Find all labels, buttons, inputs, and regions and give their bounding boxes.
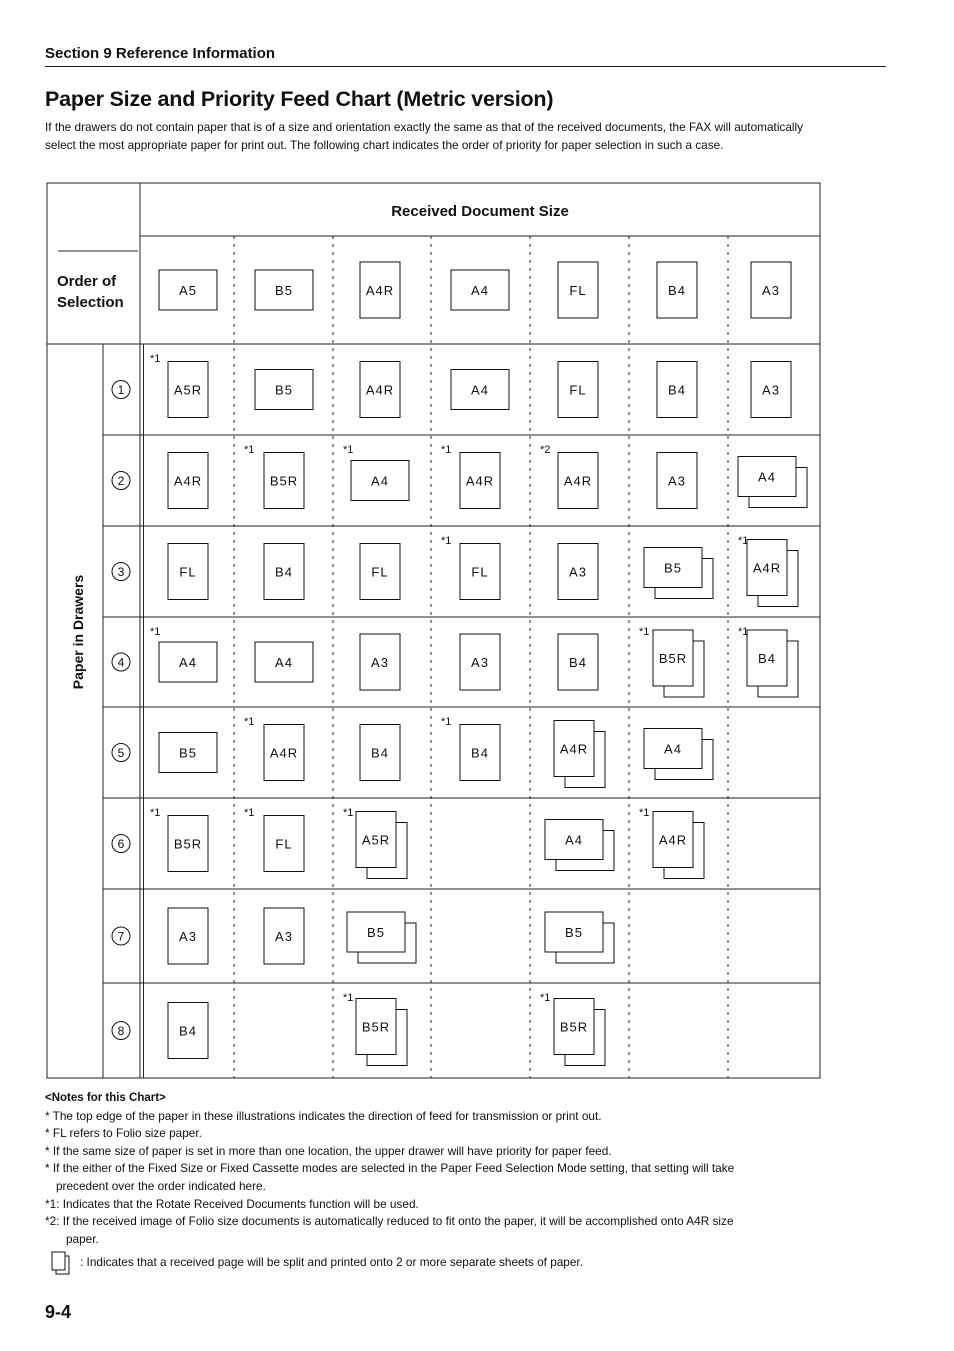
note-folio-reduce: *2: If the received image of Folio size documents is automatically reduced to fit onto the paper, it will be accomplished onto A4R size	[45, 1214, 734, 1229]
sheet-label: B5R	[559, 1019, 589, 1035]
chart-notes	[45, 1090, 845, 1248]
received-size-b4	[657, 262, 697, 318]
sheet-label: B4	[758, 651, 776, 666]
cell-footnote-marker: *1	[639, 807, 650, 819]
paper-cell	[558, 362, 598, 418]
sheet-label: A4R	[658, 832, 688, 848]
paper-cell	[264, 725, 304, 781]
notes-heading: <Notes for this Chart>	[45, 1092, 166, 1104]
sheet-label: A4	[758, 469, 776, 485]
sheet-label: A4R	[365, 382, 395, 398]
sheet-label: B4	[569, 655, 587, 670]
note-upper-drawer: * If the same size of paper is set in more than one location, the upper drawer will have priority for paper feed.	[45, 1143, 612, 1158]
sheet-label: A4	[471, 382, 489, 398]
note-feed-direction: * The top edge of the paper in these illustrations indicates the direction of feed for transmission or print out.	[45, 1108, 602, 1123]
cell-footnote-marker: *1	[441, 535, 452, 547]
paper-cell	[657, 362, 697, 418]
received-size-a4	[451, 270, 509, 310]
paper-cell	[644, 729, 713, 780]
sheet-label: A4	[179, 655, 197, 670]
paper-cell	[653, 630, 704, 697]
cell-footnote-marker: *1	[150, 626, 161, 638]
cell-footnote-marker: *1	[244, 716, 255, 728]
sheet-label: FL	[471, 564, 489, 580]
sheet-label: A4R	[365, 283, 395, 298]
sheet-label: FL	[569, 382, 587, 398]
sheet-label: B5	[179, 745, 197, 761]
paper-cell	[255, 370, 313, 410]
paper-cell	[159, 642, 217, 682]
sheet-label: B4	[668, 283, 686, 298]
sheet-label: A3	[471, 655, 489, 670]
section-header: Section 9 Reference Information	[45, 45, 276, 62]
paper-cell	[657, 453, 697, 509]
sheet-label: B4	[275, 564, 293, 580]
sheet-label: FL	[275, 836, 293, 852]
sheet-label: A4R	[269, 745, 299, 761]
order-number: 8	[117, 1024, 125, 1038]
order-number: 3	[117, 565, 125, 579]
paper-cell	[738, 457, 807, 508]
paper-cell	[168, 816, 208, 872]
sheet-label: A3	[179, 929, 197, 944]
paper-cell	[460, 634, 500, 690]
received-size-a4r	[360, 262, 400, 318]
paper-cell	[653, 812, 704, 879]
sheet-label: A4R	[173, 473, 203, 489]
paper-cell	[168, 362, 208, 418]
paper-cell	[747, 630, 798, 697]
cell-footnote-marker: *1	[738, 535, 749, 547]
received-size-a3	[751, 262, 791, 318]
cell-footnote-marker: *1	[639, 626, 650, 638]
received-size-fl	[558, 262, 598, 318]
sheet-label: B4	[668, 382, 686, 398]
sheet-label: FL	[569, 283, 587, 298]
sheet-label: A3	[275, 929, 293, 944]
paper-cell	[168, 453, 208, 509]
cell-footnote-marker: *1	[150, 353, 161, 365]
sheet-label: A4	[275, 655, 293, 670]
note-folio-reduce-cont: paper.	[66, 1231, 99, 1246]
order-number: 2	[117, 474, 125, 488]
sheet-label: A5	[179, 283, 197, 298]
cell-footnote-marker: *1	[244, 807, 255, 819]
paper-cell	[255, 642, 313, 682]
sheet-label: A4R	[465, 473, 495, 489]
sheet-label: A3	[569, 564, 587, 580]
paper-cell	[558, 634, 598, 690]
sheet-label: A4	[565, 832, 583, 848]
cell-footnote-marker: *1	[738, 626, 749, 638]
sheet-label: B4	[371, 745, 389, 761]
paper-cell	[360, 544, 400, 600]
note-fixed-mode-cont: precedent over the order indicated here.	[56, 1178, 266, 1193]
paper-cell	[356, 812, 407, 879]
paper-cell	[545, 912, 614, 963]
sheet-label: A4R	[752, 560, 782, 576]
note-fixed-mode: * If the either of the Fixed Size or Fixed Cassette modes are selected in the Paper Feed Selection Mode setting, that setting will take	[45, 1161, 735, 1176]
paper-cell	[460, 453, 500, 509]
sheet-label: B5R	[361, 1019, 391, 1035]
paper-cell	[264, 816, 304, 872]
sheet-label: A4R	[559, 741, 589, 757]
order-number: 6	[117, 837, 125, 851]
order-number: 4	[117, 655, 125, 670]
paper-cell	[356, 999, 407, 1066]
sheet-label: FL	[179, 564, 197, 580]
paper-cell	[460, 725, 500, 781]
sheet-label: A3	[762, 283, 780, 298]
paper-cell	[451, 370, 509, 410]
note-rotate: *1: Indicates that the Rotate Received Documents function will be used.	[45, 1196, 419, 1211]
paper-cell	[168, 1003, 208, 1059]
sheet-label: A3	[371, 655, 389, 670]
paper-cell	[545, 820, 614, 871]
paper-cell	[460, 544, 500, 600]
column-header: Received Document Size	[391, 203, 569, 220]
sheet-label: A4	[471, 283, 489, 298]
paper-cell	[168, 908, 208, 964]
paper-cell	[558, 544, 598, 600]
sheet-label: A5R	[361, 832, 391, 848]
cell-footnote-marker: *1	[343, 807, 354, 819]
sheet-label: B5	[275, 382, 293, 398]
chart-border	[47, 183, 820, 1078]
paper-cell	[351, 461, 409, 501]
cell-footnote-marker: *1	[150, 807, 161, 819]
paper-cell	[168, 544, 208, 600]
paper-cell	[264, 908, 304, 964]
sheet-label: B5	[565, 925, 583, 940]
sheet-label: A3	[762, 382, 780, 398]
paper-cell	[264, 544, 304, 600]
sheet-label: B4	[471, 745, 489, 761]
row-header: Selection	[57, 294, 124, 311]
sheet-label: B4	[179, 1023, 197, 1039]
paper-cell	[360, 362, 400, 418]
paper-cell	[159, 733, 217, 773]
page-number: 9-4	[45, 1302, 72, 1322]
paper-cell	[554, 999, 605, 1066]
cell-footnote-marker: *1	[441, 444, 452, 456]
paper-cell	[554, 721, 605, 788]
sheet-label: A4	[664, 741, 682, 757]
paper-cell	[644, 548, 713, 599]
cell-footnote-marker: *2	[540, 444, 551, 456]
sheet-label: A5R	[173, 382, 203, 398]
cell-footnote-marker: *1	[540, 992, 551, 1004]
sheet-label: A4	[371, 473, 389, 489]
order-number: 5	[117, 746, 125, 760]
paper-cell	[360, 725, 400, 781]
split-icon-note: : Indicates that a received page will be split and printed onto 2 or more separate sheets of paper.	[80, 1255, 583, 1269]
row-header: Order of	[57, 273, 117, 290]
cell-footnote-marker: *1	[441, 716, 452, 728]
paper-cell	[751, 362, 791, 418]
received-size-b5	[255, 270, 313, 310]
sheet-label: A3	[668, 473, 686, 489]
sheet-label: B5R	[658, 651, 688, 666]
split-pages-icon	[45, 1250, 75, 1276]
paper-cell	[347, 912, 416, 963]
cell-footnote-marker: *1	[343, 444, 354, 456]
sheet-label: B5	[275, 283, 293, 298]
sheet-label: B5R	[173, 836, 203, 852]
sheet-label: B5R	[269, 473, 299, 489]
paper-cell	[264, 453, 304, 509]
sheet-label: FL	[371, 564, 389, 580]
cell-footnote-marker: *1	[343, 992, 354, 1004]
page-title: Paper Size and Priority Feed Chart (Metric version)	[45, 87, 554, 111]
paper-cell	[747, 540, 798, 607]
intro-paragraph: If the drawers do not contain paper that is of a size and orientation exactly the same as that of the received documents, the FAX will automatically select the most appropriate paper for print out. The following chart indicates the order of priority for paper selection in such a case.	[45, 120, 804, 152]
cell-footnote-marker: *1	[244, 444, 255, 456]
paper-cell	[360, 634, 400, 690]
paper-cell	[558, 453, 598, 509]
order-number: 1	[117, 383, 125, 397]
order-number: 7	[117, 929, 125, 944]
note-folio: * FL refers to Folio size paper.	[45, 1126, 202, 1141]
sheet-label: B5	[367, 925, 385, 940]
side-label: Paper in Drawers	[70, 574, 86, 690]
received-size-a5	[159, 270, 217, 310]
sheet-label: A4R	[563, 473, 593, 489]
sheet-label: B5	[664, 560, 682, 576]
